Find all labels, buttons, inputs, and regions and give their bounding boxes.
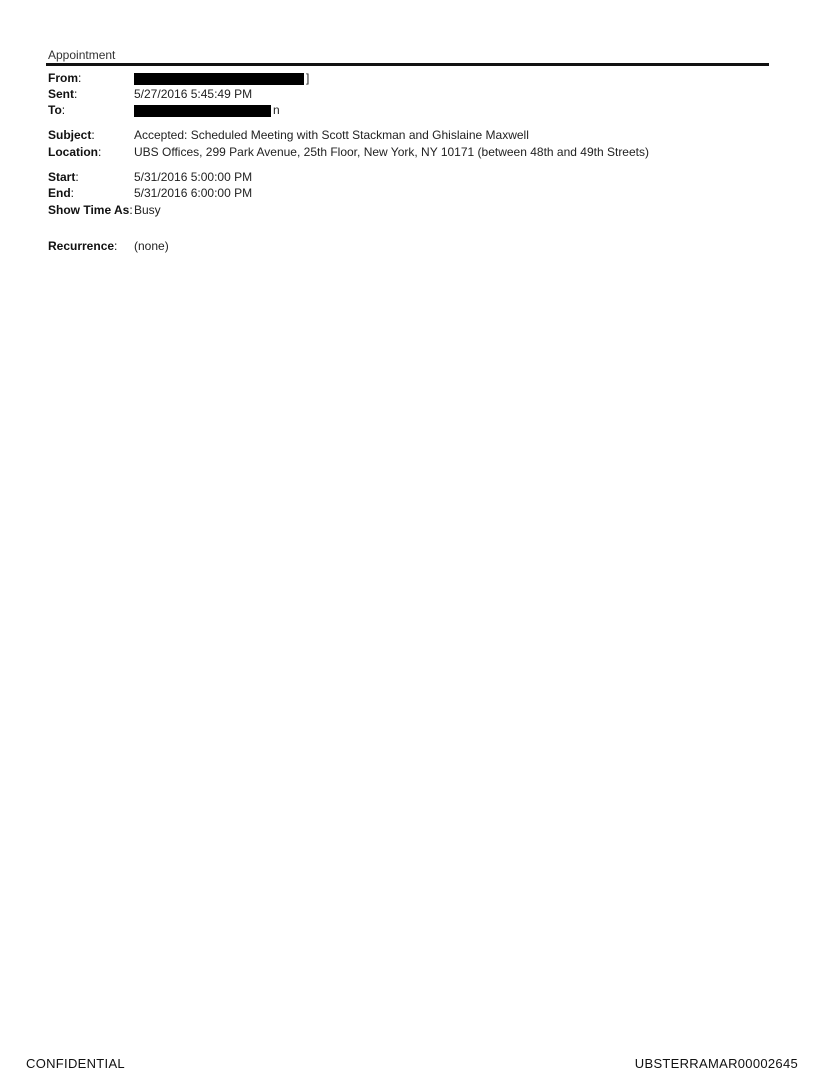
header-rule [46,63,769,66]
start-row [48,169,252,185]
to-trailing: n [273,103,280,117]
end-row [48,185,252,201]
show-time-as-label: Show Time As: [48,203,133,217]
sent-row [48,86,252,102]
show-time-as-row [48,202,161,218]
sent-label: Sent: [48,87,78,101]
from-row [48,70,309,86]
from-trailing: ] [306,71,310,85]
subject-label: Subject: [48,128,95,142]
start-label: Start: [48,170,79,184]
end-value: 5/31/2016 6:00:00 PM [134,186,253,200]
location-row [48,144,649,160]
bates-number: UBSTERRAMAR00002645 [634,1056,798,1071]
end-label: End: [48,186,75,200]
redaction-bar [134,73,304,85]
document-type: Appointment [48,48,116,62]
show-time-as-value: Busy [134,203,161,217]
from-label: From: [48,71,82,85]
from-value [134,71,309,85]
to-value [134,103,280,117]
to-row [48,102,280,118]
start-value: 5/31/2016 5:00:00 PM [134,170,253,184]
location-value: UBS Offices, 299 Park Avenue, 25th Floor, New York, NY 10171 (between 48th and 49th Streets) [134,145,649,159]
recurrence-value: (none) [134,239,169,253]
sent-value: 5/27/2016 5:45:49 PM [134,87,253,101]
to-label: To: [48,103,66,117]
confidential-footer: CONFIDENTIAL [26,1056,125,1071]
recurrence-label: Recurrence: [48,239,118,253]
recurrence-row [48,238,169,254]
subject-row [48,127,529,143]
redaction-bar [134,105,271,117]
subject-value: Accepted: Scheduled Meeting with Scott Stackman and Ghislaine Maxwell [134,128,529,142]
location-label: Location: [48,145,102,159]
